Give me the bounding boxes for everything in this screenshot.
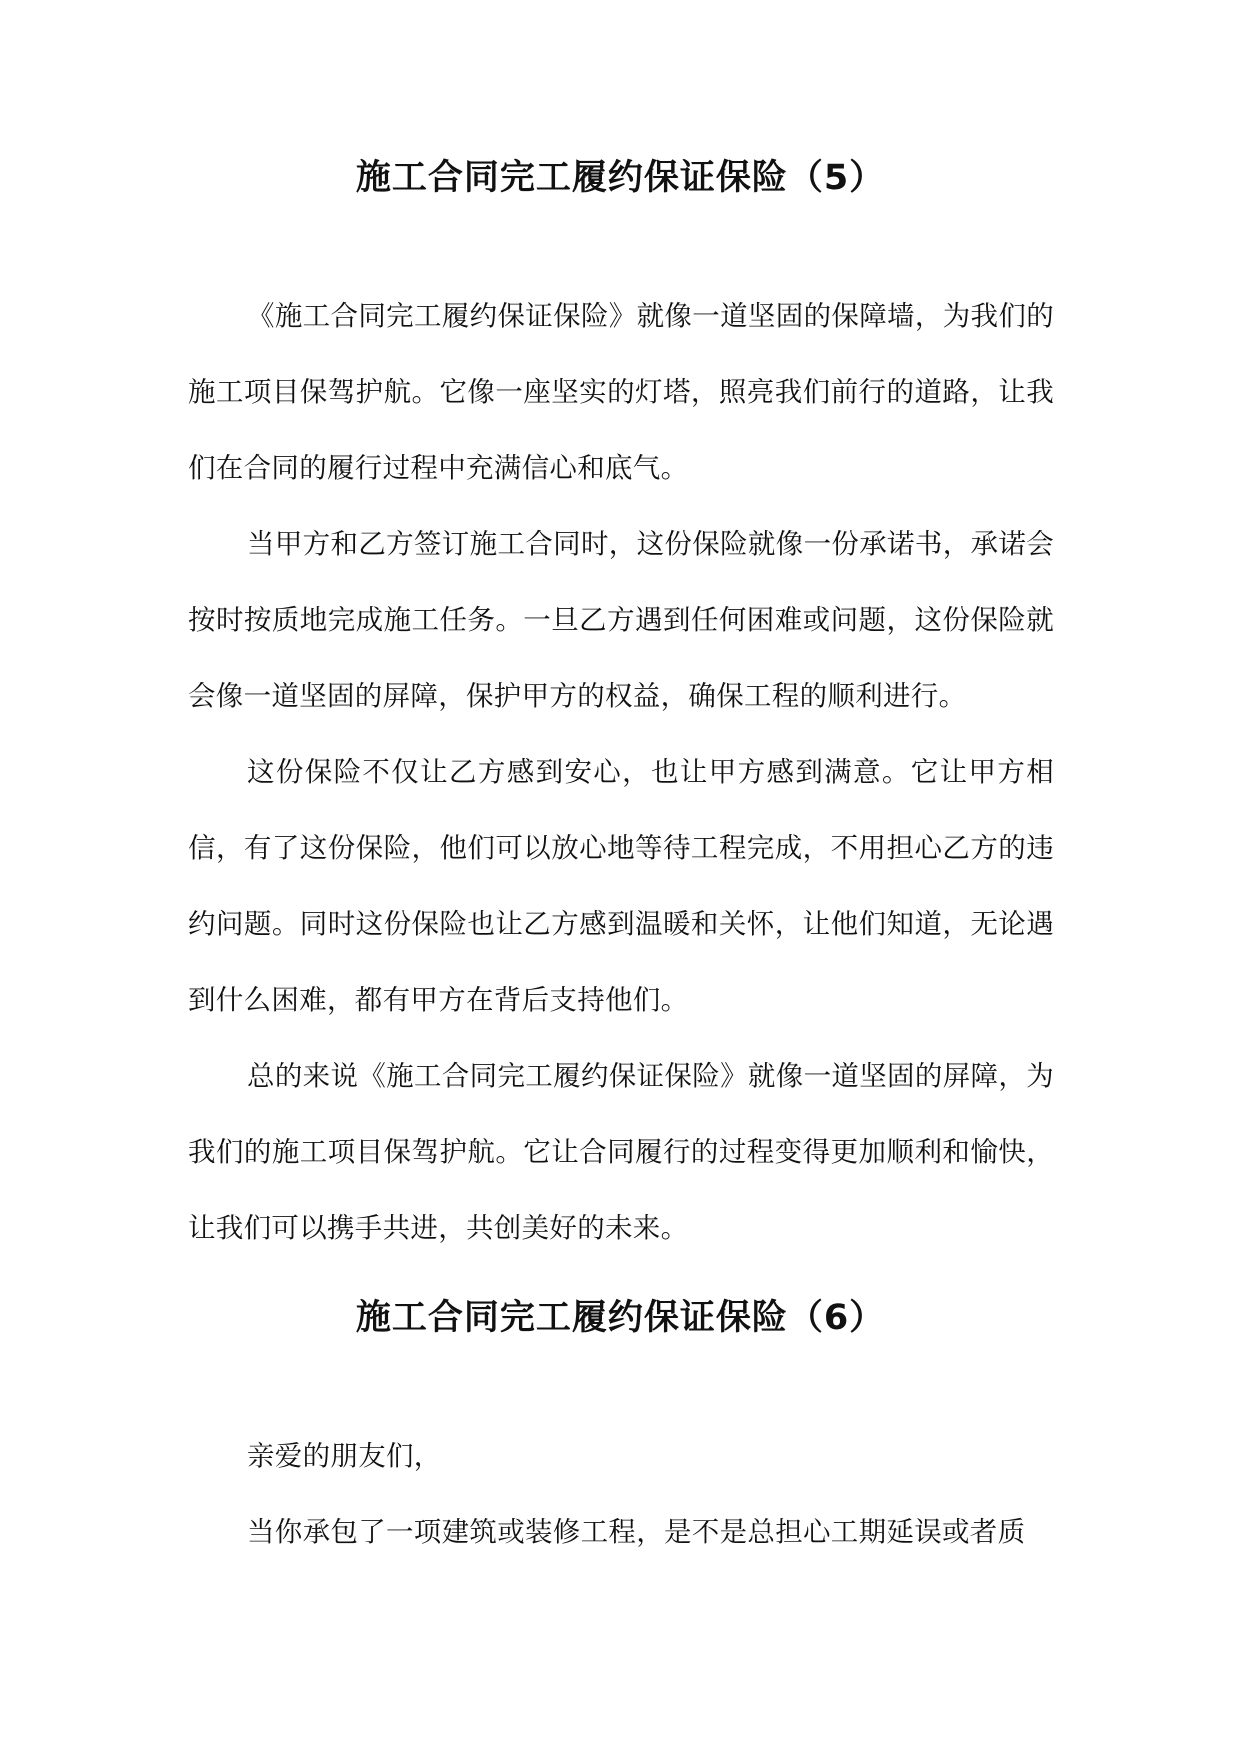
section-6-body xyxy=(188,1418,1054,1570)
section-5-paragraph-1: 《施工合同完工履约保证保险》就像一道坚固的保障墙，为我们的施工项目保驾护航。它像一座坚实的灯塔，照亮我们前行的道路，让我们在合同的履行过程中充满信心和底气。 xyxy=(188,300,1054,484)
section-6-paragraph-1: 亲爱的朋友们， xyxy=(247,1440,442,1472)
section-5-paragraph-4: 总的来说《施工合同完工履约保证保险》就像一道坚固的屏障，为我们的施工项目保驾护航。它让合同履行的过程变得更加顺利和愉快，让我们可以携手共进，共创美好的未来。 xyxy=(188,1060,1054,1244)
section-5-paragraph-2: 当甲方和乙方签订施工合同时，这份保险就像一份承诺书，承诺会按时按质地完成施工任务。一旦乙方遇到任何困难或问题，这份保险就会像一道坚固的屏障，保护甲方的权益，确保工程的顺利进行。 xyxy=(188,528,1054,712)
section-5-paragraph-3: 这份保险不仅让乙方感到安心，也让甲方感到满意。它让甲方相信，有了这份保险，他们可以放心地等待工程完成，不用担心乙方的违约问题。同时这份保险也让乙方感到温暖和关怀，让他们知道，无论遇到什么困难，都有甲方在背后支持他们。 xyxy=(188,756,1054,1016)
section-5-body xyxy=(188,278,1054,1266)
section-6-title: 施工合同完工履约保证保险（6） xyxy=(355,1298,886,1338)
section-6-paragraph-2: 当你承包了一项建筑或装修工程，是不是总担心工期延误或者质 xyxy=(247,1516,1026,1548)
section-5-title: 施工合同完工履约保证保险（5） xyxy=(355,158,886,198)
